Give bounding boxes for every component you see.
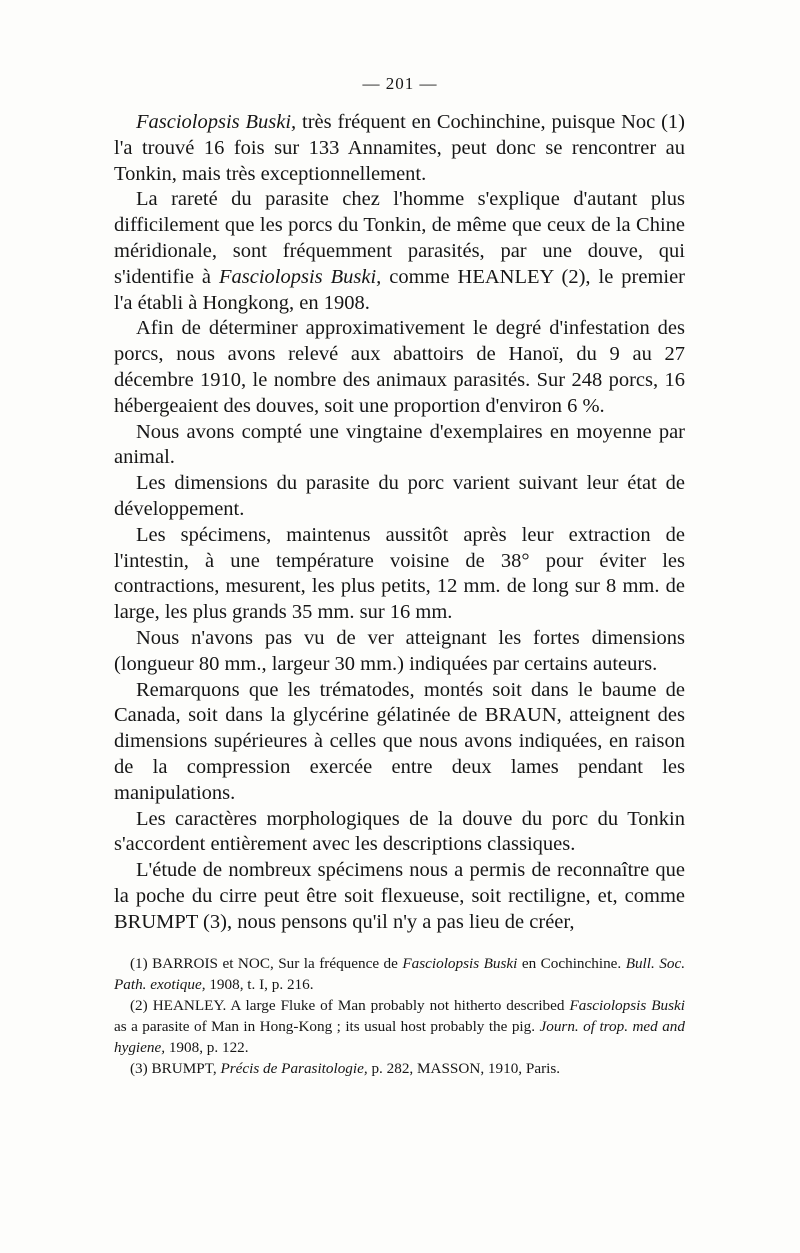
paragraph: L'étude de nombreux spécimens nous a permis de reconnaître que la poche du cirre peut être soit flexueuse, soit rectiligne, et, comme BRUMPT (3), nous pensons qu'il n'y a pas lieu de créer, <box>114 859 685 933</box>
footnotes <box>114 953 685 1079</box>
paragraph: Les spécimens, maintenus aussitôt après leur extraction de l'intestin, à une température voisine de 38° pour éviter les contractions, mesurent, les plus petits, 12 mm. de long sur 8 mm. de large, les plus grands 35 mm. sur 16 mm. <box>114 523 685 624</box>
page-number: — 201 — <box>362 74 438 93</box>
paragraph: Nous avons compté une vingtaine d'exemplaires en moyenne par animal. <box>114 420 685 469</box>
paragraph: Afin de déterminer approximativement le degré d'infestation des porcs, nous avons relevé aux abattoirs de Hanoï, du 9 au 27 décembre 1910, le nombre des animaux parasités. Sur 248 porcs, 16 hébergeaient des douves, soit une proportion d'environ 6 %. <box>114 317 685 417</box>
paragraph: La rareté du parasite chez l'homme s'explique d'autant plus difficilement que les porcs du Tonkin, de même que ceux de la Chine méridionale, sont fréquemment parasités, par une douve, qui s'identifie à Fasciolopsis Buski, comme HEANLEY (2), le premier l'a établi à Hongkong, en 1908. <box>114 188 686 314</box>
paragraph: Fasciolopsis Buski, très fréquent en Cochinchine, puisque Noc (1) l'a trouvé 16 fois sur 133 Annamites, peut donc se rencontrer au Tonkin, mais très exceptionnellement. <box>114 111 685 185</box>
footnote: (1) BARROIS et NOC, Sur la fréquence de Fasciolopsis Buski en Cochinchine. Bull. Soc. Path. exotique, 1908, t. I, p. 216. <box>114 955 685 993</box>
paragraph: Remarquons que les trématodes, montés soit dans le baume de Canada, soit dans la glycérine gélatinée de BRAUN, atteignent des dimensions supérieures à celles que nous avons indiquées, en raison de la compression exercée entre deux lames pendant les manipulations. <box>114 678 685 804</box>
footnote: (3) BRUMPT, Précis de Parasitologie, p. 282, MASSON, 1910, Paris. <box>130 1060 561 1077</box>
body-text <box>114 110 685 936</box>
paragraph: Nous n'avons pas vu de ver atteignant les fortes dimensions (longueur 80 mm., largeur 30 mm.) indiquées par certains auteurs. <box>114 626 685 675</box>
paragraph: Les caractères morphologiques de la douve du porc du Tonkin s'accordent entièrement avec les descriptions classiques. <box>114 807 685 856</box>
footnote: (2) HEANLEY. A large Fluke of Man probably not hitherto described Fasciolopsis Buski as a parasite of Man in Hong-Kong ; its usual host probably the pig. Journ. of trop. med and hygiene, 1908, p. 122. <box>114 997 686 1056</box>
paragraph: Les dimensions du parasite du porc varient suivant leur état de développement. <box>114 472 685 520</box>
